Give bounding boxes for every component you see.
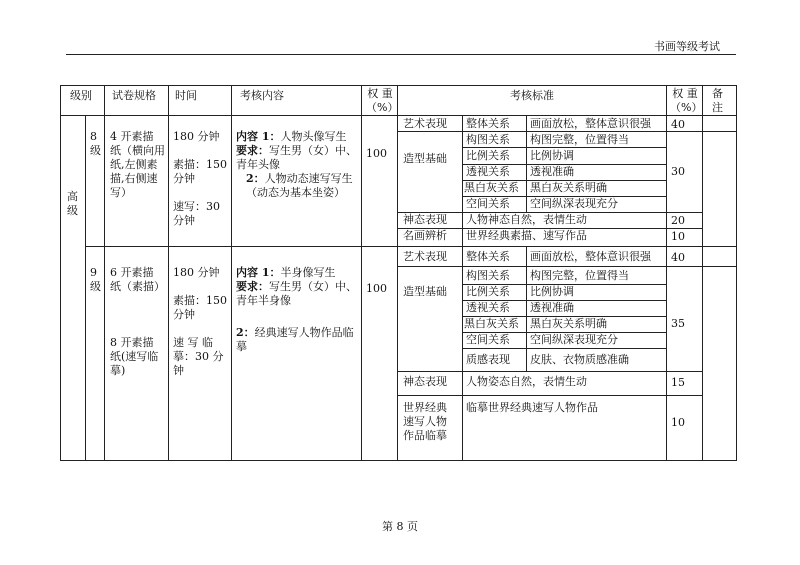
crit-9-item-2: 构图关系 — [466, 269, 510, 282]
header-rule — [66, 54, 736, 55]
grade-8-time: 180 分钟 素描：150 分钟 速写：30 分钟 — [173, 130, 227, 227]
crit-9-desc-8: 人物姿态自然，表情生动 — [466, 375, 587, 388]
crit-col-divider — [462, 246, 463, 371]
grade-8-label: 8 级 — [90, 130, 101, 157]
crit-9-weight-1: 40 — [671, 251, 685, 264]
weight-col-line — [666, 371, 702, 372]
crit-9-cat-9: 世界经典 速写人物 作品临摹 — [403, 401, 447, 442]
crit-col-divider — [526, 115, 527, 212]
grade-8-content-req: 要求：写生男（女）中、青年头像 — [236, 144, 357, 171]
col-divider — [666, 85, 667, 460]
crit-8-desc-4: 透视准确 — [530, 165, 574, 178]
crit-8-cat-7: 神态表现 — [403, 213, 447, 226]
crit-9-cat-1: 艺术表现 — [403, 250, 447, 263]
crit-9-item-6: 空间关系 — [466, 333, 510, 346]
crit-8-desc-5: 黑白灰关系明确 — [530, 181, 607, 194]
crit-9-cat-8: 神态表现 — [403, 375, 447, 388]
crit-9-desc-4: 透视准确 — [530, 301, 574, 314]
grade-9-content-req: 要求：写生男（女）中、青年半身像 — [236, 280, 357, 307]
grade-8-content-2: 2：人物动态速写写生（动态为基本坐姿） — [246, 172, 353, 199]
crit-9-desc-3: 比例协调 — [530, 285, 574, 298]
crit-8-item-2: 构图关系 — [466, 133, 510, 146]
grade-9-spec: 6 开素描 纸（素描） 8 开素描 纸(速写临 摹) — [110, 266, 165, 377]
grade-9-content — [236, 266, 358, 354]
grade-9-content-1: 内容 1：半身像写生 — [236, 266, 336, 279]
header-criteria: 考核标准 — [510, 89, 554, 102]
crit-9-weight-9: 10 — [671, 416, 685, 429]
crit-line — [397, 266, 736, 267]
crit-8-desc-3: 比例协调 — [530, 149, 574, 162]
col-divider — [168, 85, 169, 460]
grade-8-spec: 4 开素描 纸（横向用 纸,左侧素 描,右侧速 写） — [110, 130, 165, 199]
table-border-top — [60, 85, 737, 86]
col-divider — [231, 85, 232, 460]
crit-9-weight-2: 35 — [671, 317, 685, 330]
crit-line — [397, 395, 702, 396]
crit-8-cat-1: 艺术表现 — [403, 117, 447, 130]
grade-9-time: 180 分钟 素描：150 分钟 速 写 临 摹：30 分 钟 — [173, 266, 227, 377]
weight-col-line — [666, 212, 702, 213]
crit-9-weight-8: 15 — [671, 376, 685, 389]
crit-col-divider — [526, 246, 527, 371]
level-group-label: 高 级 — [67, 190, 78, 217]
header-weight-2: 权 重 （%） — [670, 87, 703, 114]
crit-8-item-1: 整体关系 — [466, 117, 510, 130]
col-divider — [85, 115, 86, 460]
col-divider — [104, 85, 105, 460]
table-header-bottom — [60, 115, 737, 116]
crit-line — [462, 348, 666, 349]
grade-8-content — [236, 130, 358, 200]
crit-9-desc-2: 构图完整，位置得当 — [530, 269, 629, 282]
table-border-right — [736, 85, 737, 460]
header-time: 时间 — [175, 89, 197, 102]
crit-8-item-4: 透视关系 — [466, 165, 510, 178]
crit-9-item-4: 透视关系 — [466, 301, 510, 314]
col-divider — [361, 85, 362, 460]
grade-9-weight: 100 — [366, 282, 387, 295]
crit-9-item-1: 整体关系 — [466, 250, 510, 263]
crit-col-divider — [462, 115, 463, 212]
crit-9-desc-1: 画面放松，整体意识很强 — [530, 250, 651, 263]
crit-9-item-5: 黑白灰关系 — [464, 317, 519, 330]
crit-line — [397, 371, 702, 372]
crit-9-item-7: 质感表现 — [466, 353, 510, 366]
grade-9-content-2: 2：经典速写人物作品临摹 — [236, 326, 354, 353]
crit-8-weight-7: 20 — [671, 214, 685, 227]
crit-8-desc-1: 画面放松，整体意识很强 — [530, 117, 651, 130]
crit-8-weight-2: 30 — [671, 165, 685, 178]
crit-8-weight-1: 40 — [671, 118, 685, 131]
crit-col-divider — [462, 212, 463, 246]
crit-8-cat-8: 名画辨析 — [403, 229, 447, 242]
col-divider — [397, 85, 398, 460]
table-border-left — [60, 85, 61, 460]
col-divider — [702, 85, 703, 460]
crit-line — [462, 147, 666, 148]
crit-9-desc-5: 黑白灰关系明确 — [530, 317, 607, 330]
crit-8-weight-8: 10 — [671, 230, 685, 243]
crit-8-cat-2: 造型基础 — [403, 152, 447, 165]
crit-9-desc-6: 空间纵深表现充分 — [530, 333, 618, 346]
document-header-title: 书画等级考试 — [654, 40, 720, 53]
table-row-separator — [85, 246, 737, 247]
crit-8-desc-6: 空间纵深表现充分 — [530, 197, 618, 210]
crit-line — [397, 131, 736, 132]
crit-9-desc-9: 临摹世界经典速写人物作品 — [466, 401, 598, 414]
crit-8-item-5: 黑白灰关系 — [464, 181, 519, 194]
header-note: 备 注 — [712, 87, 723, 114]
crit-8-item-6: 空间关系 — [466, 197, 510, 210]
crit-9-item-3: 比例关系 — [466, 285, 510, 298]
crit-8-item-3: 比例关系 — [466, 149, 510, 162]
crit-8-desc-2: 构图完整，位置得当 — [530, 133, 629, 146]
grade-8-weight: 100 — [366, 147, 387, 160]
crit-9-cat-2: 造型基础 — [403, 285, 447, 298]
header-content: 考核内容 — [240, 89, 284, 102]
header-weight: 权 重 （%） — [366, 87, 399, 114]
crit-8-desc-8: 世界经典素描、速写作品 — [466, 229, 587, 242]
page-number: 第 8 页 — [382, 520, 418, 533]
table-border-bottom — [60, 460, 737, 461]
crit-9-desc-7: 皮肤、衣物质感准确 — [530, 353, 629, 366]
crit-col-divider — [462, 371, 463, 460]
crit-8-desc-7: 人物神态自然，表情生动 — [466, 213, 587, 226]
header-spec: 试卷规格 — [112, 89, 156, 102]
grade-8-content-1: 内容 1：人物头像写生 — [236, 130, 347, 143]
grade-9-label: 9 级 — [90, 266, 101, 293]
header-level: 级别 — [70, 89, 92, 102]
